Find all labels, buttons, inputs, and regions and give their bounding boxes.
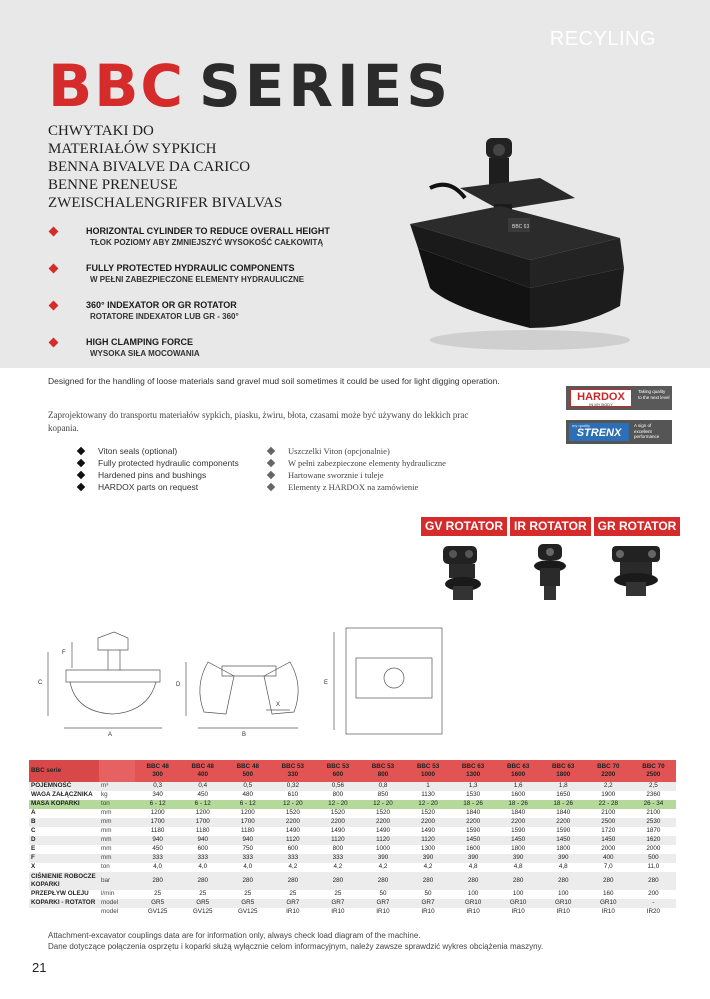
table-row <box>29 809 676 818</box>
feature-en: FULLY PROTECTED HYDRAULIC COMPONENTS <box>86 263 295 273</box>
table-cell: 4,2 <box>288 863 298 871</box>
table-row <box>29 845 676 854</box>
feature-list <box>48 226 378 374</box>
table-cell-param <box>29 908 99 917</box>
table-cell: 2100 <box>601 809 616 817</box>
table-cell: 25 <box>244 890 252 898</box>
table-cell-unit: m³ <box>99 782 135 791</box>
table-cell: 1,6 <box>496 782 541 791</box>
table-cell-param: MASA KOPARKI <box>29 800 99 809</box>
options-list-en <box>78 445 239 493</box>
table-cell: 280 <box>405 872 450 890</box>
table-cell: 18 - 26 <box>496 800 541 809</box>
feature-item <box>48 337 378 359</box>
table-cell: GR5 <box>225 899 270 908</box>
table-cell-unit: mm <box>101 827 112 835</box>
table-header-series: BBC serie <box>29 760 99 782</box>
table-cell: 1590 <box>466 827 481 835</box>
table-cell: 1200 <box>240 809 255 817</box>
table-cell: 940 <box>225 836 270 845</box>
hardox-tag: Taking quality to the next level <box>638 389 670 400</box>
table-cell: 2200 <box>496 818 541 827</box>
table-cell: 2500 <box>586 818 631 827</box>
feature-en: HORIZONTAL CYLINDER TO REDUCE OVERALL HEIGHT <box>86 226 330 236</box>
table-cell-param: A <box>31 809 36 817</box>
table-cell: 1200 <box>150 809 165 817</box>
title-line: ZWEISCHALENGRIFER BIVALVAS <box>48 195 283 211</box>
feature-pl: TŁOK POZIOMY ABY ZMNIEJSZYĆ WYSOKOŚĆ CAŁKOWITĄ <box>90 238 324 247</box>
table-cell: 280 <box>135 872 180 890</box>
table-cell: 4,0 <box>153 863 163 871</box>
list-item: Hartowane sworznie i tuleje <box>268 469 446 481</box>
table-cell: 1 <box>405 782 450 791</box>
table-cell-unit: mm <box>99 818 135 827</box>
description-en: Designed for the handling of loose materials sand gravel mud soil sometimes it could be used for light digging operation. <box>48 376 500 386</box>
table-cell: 390 <box>360 854 405 863</box>
dim-a-label: A <box>108 732 113 738</box>
table-cell: 25 <box>289 890 297 898</box>
table-cell: IR10 <box>331 908 345 916</box>
table-cell: 1450 <box>586 836 631 845</box>
table-cell: 1120 <box>270 836 315 845</box>
table-row <box>29 863 676 872</box>
table-cell: 11,0 <box>647 863 660 871</box>
table-cell: 280 <box>586 872 631 890</box>
table-cell: 280 <box>496 872 541 890</box>
rotator-label: IR ROTATOR <box>510 517 591 536</box>
table-cell: 18 - 26 <box>451 800 496 809</box>
table-cell: 0,3 <box>135 782 180 791</box>
table-cell-unit: kg <box>101 791 108 799</box>
table-header-model: BBC 48 400 <box>180 760 225 782</box>
strenx-word: STRENX <box>569 423 629 441</box>
list-item: Elementy z HARDOX na zamówienie <box>268 481 446 493</box>
table-cell: 100 <box>557 890 569 898</box>
table-cell: 450 <box>152 845 163 853</box>
table-cell: 100 <box>512 890 524 898</box>
table-cell: 333 <box>270 854 315 863</box>
table-cell: 2200 <box>315 818 360 827</box>
table-cell: 280 <box>631 872 676 890</box>
table-row <box>29 827 676 836</box>
table-cell: GV125 <box>192 908 213 916</box>
feature-pl: W PEŁNI ZABEZPIECZONE ELEMENTY HYDRAULICZNE <box>90 275 305 284</box>
feature-en: 360° INDEXATOR OR GR ROTATOR <box>86 300 237 310</box>
category-label: RECYLING <box>549 28 656 50</box>
table-cell-param: POJEMNOŚĆ <box>29 782 99 791</box>
specification-table <box>29 760 676 917</box>
table-header-model: BBC 70 2200 <box>586 760 631 782</box>
table-header-model: BBC 70 2500 <box>631 760 676 782</box>
table-cell: 1720 <box>601 827 616 835</box>
table-cell: 4,8 <box>468 863 478 871</box>
table-row <box>29 899 676 908</box>
table-cell: 1800 <box>511 845 526 853</box>
gv-rotator <box>421 517 507 604</box>
table-cell: 12 - 20 <box>315 800 360 809</box>
table-cell: 0,32 <box>270 782 315 791</box>
ir-rotator-image <box>520 542 580 604</box>
table-cell: 280 <box>315 872 360 890</box>
table-cell: 1300 <box>421 845 436 853</box>
table-row <box>29 836 676 845</box>
table-cell: 2200 <box>405 818 450 827</box>
rotator-options <box>421 517 680 604</box>
table-cell: 1870 <box>646 827 661 835</box>
table-cell: 4,8 <box>558 863 568 871</box>
table-cell: GR10 <box>541 899 586 908</box>
feature-pl: WYSOKA SIŁA MOCOWANIA <box>90 349 200 358</box>
table-cell-param: D <box>29 836 99 845</box>
table-cell: 280 <box>541 872 586 890</box>
table-cell: 1120 <box>360 836 405 845</box>
feature-item <box>48 226 378 248</box>
table-cell: 4,8 <box>513 863 523 871</box>
table-cell: 280 <box>270 872 315 890</box>
table-cell: 2200 <box>451 818 496 827</box>
table-cell: 1530 <box>466 791 481 799</box>
table-cell: IR10 <box>376 908 390 916</box>
table-cell: 50 <box>424 890 432 898</box>
table-cell: 1120 <box>405 836 450 845</box>
table-cell: 2,5 <box>631 782 676 791</box>
table-body <box>29 782 676 917</box>
table-cell: GV125 <box>237 908 258 916</box>
diamond-bullet-icon <box>49 338 59 348</box>
table-row <box>29 890 676 899</box>
list-item: W pełni zabezpieczone elementy hydrauliczne <box>268 457 446 469</box>
table-cell: 2530 <box>631 818 676 827</box>
title-line: MATERIAŁÓW SYPKICH <box>48 141 217 157</box>
table-cell: 2100 <box>646 809 661 817</box>
table-header-model: BBC 48 300 <box>135 760 180 782</box>
feature-pl: ROTATORE INDEXATOR LUB GR - 360° <box>90 312 239 321</box>
table-row <box>29 854 676 863</box>
table-cell-param: E <box>31 845 36 853</box>
table-cell: 100 <box>467 890 479 898</box>
table-cell-param: KOPARKI - ROTATOR <box>29 899 99 908</box>
table-header-model: BBC 48 500 <box>225 760 270 782</box>
table-cell: 1180 <box>195 827 210 835</box>
dim-f-label: F <box>62 650 66 656</box>
table-cell: 940 <box>135 836 180 845</box>
table-cell-param: C <box>31 827 36 835</box>
table-cell: 1,8 <box>541 782 586 791</box>
table-cell: 1700 <box>180 818 225 827</box>
table-header-model: BBC 53 330 <box>270 760 315 782</box>
table-cell: 390 <box>541 854 586 863</box>
title-line: CHWYTAKI DO <box>48 123 154 139</box>
table-header-model: BBC 63 1300 <box>451 760 496 782</box>
table-cell: 0,4 <box>180 782 225 791</box>
table-cell: 25 <box>154 890 162 898</box>
table-row <box>29 800 676 809</box>
diamond-bullet-icon <box>49 301 59 311</box>
table-row <box>29 791 676 800</box>
list-item: Viton seals (optional) <box>78 445 239 457</box>
table-cell-unit: ton <box>101 863 110 871</box>
brand-series: SERIES <box>198 52 453 120</box>
table-cell: 333 <box>180 854 225 863</box>
title-line: BENNA BIVALVE DA CARICO <box>48 159 251 175</box>
table-cell: 1840 <box>511 809 526 817</box>
technical-drawings <box>36 622 456 754</box>
table-cell: 390 <box>405 854 450 863</box>
table-cell: 2000 <box>601 845 616 853</box>
table-cell: 1490 <box>285 827 300 835</box>
feature-item <box>48 263 378 285</box>
table-cell: 12 - 20 <box>270 800 315 809</box>
rotator-label: GV ROTATOR <box>421 517 507 536</box>
table-cell: 7,0 <box>603 863 613 871</box>
table-cell-unit: mm <box>101 809 112 817</box>
table-cell: GR10 <box>496 899 541 908</box>
list-item: Hardened pins and bushings <box>78 469 239 481</box>
dim-c-label: C <box>38 680 43 686</box>
table-cell: 1590 <box>556 827 571 835</box>
table-cell: 25 <box>334 890 342 898</box>
table-cell: 2200 <box>270 818 315 827</box>
table-cell: 600 <box>197 845 208 853</box>
footnote-pl: Dane dotyczące połączenia osprzętu i koparki służą wyłącznie celom informacyjnym, należy zawsze sprawdzić wykres obciążenia maszyny. <box>48 942 544 951</box>
table-cell-unit: model <box>99 899 135 908</box>
table-cell: 1600 <box>511 791 526 799</box>
diamond-bullet-icon <box>49 227 59 237</box>
brand-title <box>48 52 452 120</box>
table-header-unit <box>99 760 135 782</box>
table-cell: 1590 <box>511 827 526 835</box>
strenx-tag: A sign of excellent performance <box>634 423 660 439</box>
dim-e-label: E <box>324 680 329 686</box>
table-cell: 2,2 <box>586 782 631 791</box>
table-cell-unit: bar <box>99 872 135 890</box>
table-cell: 280 <box>451 872 496 890</box>
list-item: Uszczelki Viton (opcjonalnie) <box>268 445 446 457</box>
table-cell: 800 <box>332 845 344 853</box>
table-cell: 450 <box>197 791 208 799</box>
dim-d-label: D <box>176 682 181 688</box>
table-cell: 1800 <box>556 845 571 853</box>
table-cell-param: X <box>31 863 36 871</box>
table-cell: IR10 <box>421 908 435 916</box>
list-item: Fully protected hydraulic components <box>78 457 239 469</box>
table-cell: 333 <box>225 854 270 863</box>
table-cell: 1000 <box>375 845 390 853</box>
table-cell: 1490 <box>330 827 345 835</box>
table-cell: 2200 <box>360 818 405 827</box>
table-cell: GR5 <box>135 899 180 908</box>
table-header-model: BBC 63 1800 <box>541 760 586 782</box>
table-cell: 1450 <box>451 836 496 845</box>
table-cell: 280 <box>180 872 225 890</box>
table-cell: IR10 <box>556 908 570 916</box>
table-cell-param: PRZEPŁYW OLEJU <box>31 890 89 898</box>
table-cell-unit: mm <box>99 836 135 845</box>
table-cell: 280 <box>360 872 405 890</box>
table-cell: 333 <box>135 854 180 863</box>
table-cell-unit: mm <box>101 845 112 853</box>
table-header-model: BBC 53 600 <box>315 760 360 782</box>
description-pl: Zaprojektowany do transportu materiałów sypkich, piasku, żwiru, błota, czasami może być używany do lekkich prac kopania. <box>48 410 469 433</box>
table-cell: GR7 <box>360 899 405 908</box>
table-cell: 1520 <box>330 809 345 817</box>
table-cell: GR10 <box>451 899 496 908</box>
list-item: HARDOX parts on request <box>78 481 239 493</box>
table-cell-param: B <box>29 818 99 827</box>
table-cell: 2200 <box>541 818 586 827</box>
table-cell: 1650 <box>556 791 571 799</box>
strenx-pre: my quality <box>572 423 591 428</box>
table-cell: IR10 <box>286 908 300 916</box>
table-cell: 6 - 12 <box>225 800 270 809</box>
table-cell: 1450 <box>541 836 586 845</box>
product-titles <box>48 122 282 212</box>
rotator-label: GR ROTATOR <box>594 517 681 536</box>
table-cell: 1600 <box>466 845 481 853</box>
table-header-row <box>29 760 676 782</box>
table-cell: 390 <box>451 854 496 863</box>
gr-rotator-image <box>602 542 672 604</box>
table-cell: 1700 <box>135 818 180 827</box>
table-cell: 0,5 <box>225 782 270 791</box>
table-cell: 1200 <box>195 809 210 817</box>
table-cell: 1120 <box>315 836 360 845</box>
table-cell: 1840 <box>556 809 571 817</box>
table-cell: 18 - 26 <box>541 800 586 809</box>
table-cell: 22 - 28 <box>586 800 631 809</box>
table-cell: 1620 <box>631 836 676 845</box>
table-row <box>29 872 676 890</box>
table-cell-param: WAGA ZAŁĄCZNIKA <box>31 791 93 799</box>
table-cell: 400 <box>586 854 631 863</box>
table-cell: IR10 <box>511 908 525 916</box>
table-cell: 1,3 <box>451 782 496 791</box>
table-cell: 500 <box>631 854 676 863</box>
table-cell: 25 <box>199 890 207 898</box>
table-cell: 1520 <box>285 809 300 817</box>
table-cell: 4,0 <box>243 863 253 871</box>
table-cell: IR20 <box>646 908 661 916</box>
page-number: 21 <box>32 960 47 975</box>
table-cell: 390 <box>496 854 541 863</box>
table-cell-param: CIŚNIENIE ROBOCZE KOPARKI <box>29 872 99 890</box>
table-cell: 1840 <box>466 809 481 817</box>
footnotes <box>48 930 543 952</box>
table-cell: 200 <box>648 890 659 898</box>
table-cell: 4,2 <box>378 863 388 871</box>
table-cell: 480 <box>242 791 254 799</box>
table-row <box>29 782 676 791</box>
table-cell: 12 - 20 <box>405 800 450 809</box>
table-cell: 2000 <box>646 845 661 853</box>
table-cell: 1490 <box>375 827 390 835</box>
table-cell-unit: mm <box>99 854 135 863</box>
gv-rotator-image <box>429 542 499 604</box>
table-cell: 600 <box>287 845 299 853</box>
table-cell-unit: l/min <box>101 890 115 898</box>
table-cell-unit: ton <box>99 800 135 809</box>
table-cell: 12 - 20 <box>360 800 405 809</box>
table-cell: 1450 <box>496 836 541 845</box>
table-cell: 280 <box>225 872 270 890</box>
options-list-pl <box>268 445 446 493</box>
table-cell: 0,56 <box>315 782 360 791</box>
table-header-model: BBC 53 800 <box>360 760 405 782</box>
table-cell-param: F <box>29 854 99 863</box>
table-cell: GV125 <box>147 908 168 916</box>
dim-x-label: X <box>276 702 281 708</box>
diamond-bullet-icon <box>49 264 59 274</box>
table-cell: 333 <box>315 854 360 863</box>
table-cell: 1130 <box>421 791 435 799</box>
table-cell: 1490 <box>421 827 436 835</box>
table-cell: 4,2 <box>333 863 343 871</box>
table-cell: 4,0 <box>198 863 208 871</box>
strenx-logo <box>566 420 672 444</box>
hero-section <box>0 0 710 368</box>
table-cell: 50 <box>379 890 387 898</box>
table-cell: 1180 <box>240 827 255 835</box>
table-cell: 340 <box>152 791 163 799</box>
table-cell: - <box>631 899 676 908</box>
table-cell: GR10 <box>586 899 631 908</box>
gr-rotator <box>594 517 681 604</box>
hardox-word: HARDOX <box>570 389 632 407</box>
feature-en: HIGH CLAMPING FORCE <box>86 337 193 347</box>
table-cell: GR5 <box>180 899 225 908</box>
hardox-logo <box>566 386 672 410</box>
table-cell: 4,2 <box>423 863 433 871</box>
dim-b-label: B <box>242 732 247 738</box>
table-cell: IR10 <box>601 908 615 916</box>
table-cell: 26 - 34 <box>631 800 676 809</box>
table-cell: 6 - 12 <box>135 800 180 809</box>
table-header-model: BBC 53 1000 <box>405 760 450 782</box>
table-cell: 2360 <box>646 791 661 799</box>
table-cell: 800 <box>332 791 344 799</box>
table-cell: 1180 <box>150 827 165 835</box>
machine-label: BBC 63 <box>512 224 530 230</box>
table-header-model: BBC 63 1600 <box>496 760 541 782</box>
table-cell: GR7 <box>315 899 360 908</box>
table-cell: 1520 <box>375 809 390 817</box>
ir-rotator <box>510 517 591 604</box>
title-line: BENNE PRENEUSE <box>48 177 178 193</box>
feature-item <box>48 300 378 322</box>
table-cell: GR7 <box>270 899 315 908</box>
table-cell: 750 <box>242 845 254 853</box>
table-cell: GR7 <box>405 899 450 908</box>
table-row <box>29 818 676 827</box>
table-cell: 1520 <box>421 809 436 817</box>
table-cell: 160 <box>603 890 614 898</box>
footnote-en: Attachment-excavator couplings data are for information only, always check load diagram of the machine. <box>48 931 421 940</box>
grab-machine-image <box>390 128 650 354</box>
table-cell: 1900 <box>601 791 616 799</box>
table-cell: 0,8 <box>360 782 405 791</box>
table-row <box>29 908 676 917</box>
table-cell: 850 <box>377 791 389 799</box>
hardox-sub: IN MY BODY <box>589 402 613 407</box>
table-cell-unit: model <box>101 908 119 916</box>
table-cell: IR10 <box>466 908 480 916</box>
table-cell: 940 <box>180 836 225 845</box>
brand-bbc: BBC <box>48 52 185 120</box>
table-cell: 1700 <box>225 818 270 827</box>
table-cell: 6 - 12 <box>180 800 225 809</box>
table-cell: 610 <box>287 791 299 799</box>
